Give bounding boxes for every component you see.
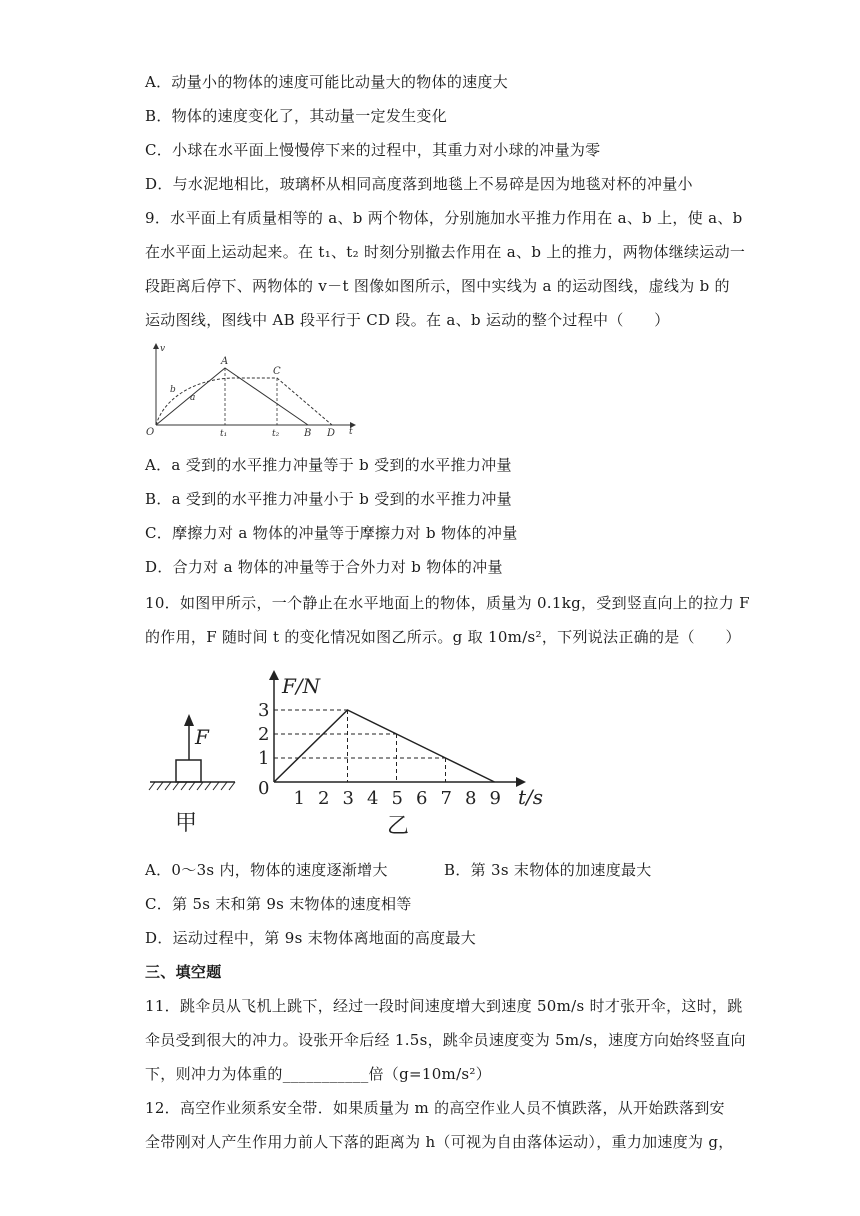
q10-chart-yi bbox=[250, 668, 550, 842]
q9-label-o: O bbox=[146, 427, 155, 438]
q9-label-t1: t₁ bbox=[220, 429, 228, 439]
chart-x-tick-label: 4 bbox=[367, 788, 379, 809]
chart-y-tick-label: 3 bbox=[258, 700, 270, 721]
chart-x-tick-label: 7 bbox=[440, 788, 452, 809]
q12-line-1: 12．高空作业须系安全带．如果质量为 m 的高空作业人员不慎跌落，从开始跌落到安 bbox=[145, 1099, 725, 1117]
q11-line-3: 下，则冲力为体重的___________倍（g=10m/s²） bbox=[145, 1065, 492, 1083]
chart-x-tick-label: 2 bbox=[318, 788, 330, 809]
force-arrow-head bbox=[184, 714, 194, 726]
q9-label-a: a bbox=[190, 393, 196, 403]
q9-label-b: b bbox=[170, 385, 176, 395]
q12-line-2: 全带刚对人产生作用力前人下落的距离为 h（可视为自由落体运动），重力加速度为 g， bbox=[145, 1133, 734, 1151]
q9-label-B: B bbox=[304, 428, 312, 439]
q10-stem-line-1: 10．如图甲所示，一个静止在水平地面上的物体，质量为 0.1kg，受到竖直向上的拉力 F bbox=[145, 594, 750, 612]
caption-jia: 甲 bbox=[175, 811, 198, 836]
q10-option-b: B．第 3s 末物体的加速度最大 bbox=[444, 861, 652, 879]
q8-option-d: D．与水泥地相比，玻璃杯从相同高度落到地毯上不易碎是因为地毯对杯的冲量小 bbox=[145, 175, 693, 193]
chart-xlabel: t/s bbox=[518, 785, 544, 809]
q9-line-b bbox=[156, 378, 332, 425]
q9-label-t2: t₂ bbox=[272, 429, 280, 439]
chart-y-axis-arrow bbox=[269, 670, 279, 680]
chart-y-tick-label: 1 bbox=[258, 748, 270, 769]
q10-figure-jia bbox=[145, 712, 245, 842]
q9-label-A: A bbox=[221, 356, 229, 367]
q9-stem-line-4: 运动图线，图线中 AB 段平行于 CD 段。在 a、b 运动的整个过程中（ ） bbox=[145, 311, 670, 329]
chart-x-tick-label: 5 bbox=[391, 788, 403, 809]
chart-x-tick-label: 1 bbox=[293, 788, 305, 809]
chart-caption-yi: 乙 bbox=[387, 814, 410, 839]
chart-x-tick-label: 8 bbox=[465, 788, 477, 809]
q9-label-v: v bbox=[160, 344, 166, 354]
chart-series-line bbox=[274, 710, 495, 782]
q11-line-1: 11．跳伞员从飞机上跳下，经过一段时间速度增大到速度 50m/s 时才张开伞，这时，跳 bbox=[145, 997, 743, 1015]
section-heading: 三、填空题 bbox=[145, 963, 222, 981]
q9-option-c: C．摩擦力对 a 物体的冲量等于摩擦力对 b 物体的冲量 bbox=[145, 524, 518, 542]
q9-line-a bbox=[156, 368, 308, 425]
chart-x-tick-label: 6 bbox=[416, 788, 428, 809]
q8-option-c: C．小球在水平面上慢慢停下来的过程中，其重力对小球的冲量为零 bbox=[145, 141, 601, 159]
force-label: F bbox=[195, 725, 209, 749]
chart-x-tick-label: 3 bbox=[342, 788, 354, 809]
chart-ylabel: F/N bbox=[282, 674, 321, 698]
q9-label-t: t bbox=[349, 427, 353, 437]
q9-stem-line-2: 在水平面上运动起来。在 t₁、t₂ 时刻分别撤去作用在 a、b 上的推力，两物体继续运动一 bbox=[145, 243, 746, 261]
q8-option-a: A．动量小的物体的速度可能比动量大的物体的速度大 bbox=[145, 73, 509, 91]
q8-option-b: B．物体的速度变化了，其动量一定发生变化 bbox=[145, 107, 448, 125]
q10-option-a: A．0～3s 内，物体的速度逐渐增大 bbox=[145, 861, 388, 879]
q10-option-c: C．第 5s 末和第 9s 末物体的速度相等 bbox=[145, 895, 412, 913]
ground-hatching bbox=[149, 782, 235, 790]
q9-stem-line-1: 9．水平面上有质量相等的 a、b 两个物体，分别施加水平推力作用在 a、b 上，使 a、b bbox=[145, 209, 743, 227]
q9-label-C: C bbox=[273, 366, 281, 377]
chart-origin: 0 bbox=[258, 778, 270, 799]
q11-line-2: 伞员受到很大的冲力。设张开伞后经 1.5s，跳伞员速度变为 5m/s，速度方向始终竖直向 bbox=[145, 1031, 746, 1049]
q10-stem-line-2: 的作用，F 随时间 t 的变化情况如图乙所示。g 取 10m/s²，下列说法正确的是（ ） bbox=[145, 628, 741, 646]
block bbox=[176, 760, 201, 782]
q9-option-d: D．合力对 a 物体的冲量等于合外力对 b 物体的冲量 bbox=[145, 558, 503, 576]
chart-x-tick-label: 9 bbox=[489, 788, 501, 809]
chart-y-tick-label: 2 bbox=[258, 724, 270, 745]
q9-vt-figure bbox=[140, 340, 370, 440]
q9-label-D: D bbox=[327, 428, 336, 439]
q9-option-a: A．a 受到的水平推力冲量等于 b 受到的水平推力冲量 bbox=[145, 456, 512, 474]
q9-option-b: B．a 受到的水平推力冲量小于 b 受到的水平推力冲量 bbox=[145, 490, 512, 508]
q10-option-d: D．运动过程中，第 9s 末物体离地面的高度最大 bbox=[145, 929, 477, 947]
q9-stem-line-3: 段距离后停下、两物体的 v－t 图像如图所示，图中实线为 a 的运动图线，虚线为 b 的 bbox=[145, 277, 730, 295]
